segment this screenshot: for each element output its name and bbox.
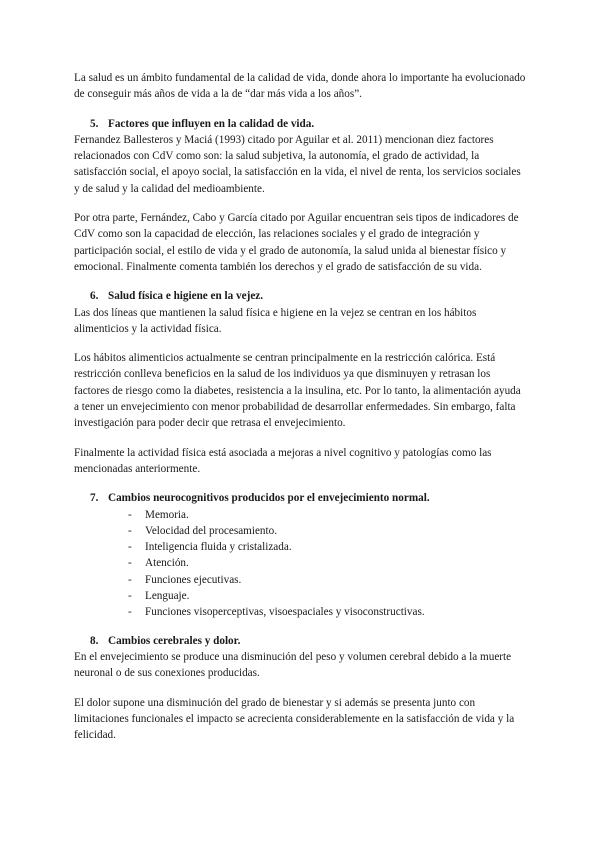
list-item (128, 507, 526, 523)
section-title: Cambios neurocognitivos producidos por el envejecimiento normal. (108, 492, 430, 505)
list-item-text: Atención. (145, 557, 189, 570)
list-marker: - (128, 557, 132, 570)
section-number: 6. (90, 290, 99, 303)
list-item (128, 588, 526, 604)
list-item-text: Inteligencia fluida y cristalizada. (145, 541, 292, 554)
section-title: Cambios cerebrales y dolor. (108, 634, 241, 647)
list-marker: - (128, 524, 132, 537)
neurocognitive-list (74, 507, 526, 621)
list-item-text: Funciones visoperceptivas, visoespaciales y visoconstructivas. (145, 606, 425, 619)
paragraph: Los hábitos alimenticios actualmente se centran principalmente en la restricción calórica. Está restricción conlleva beneficios en la salud de los individuos ya que disminuyen y retrasan los factores de riesgo como la diabetes, resistencia a la insulina, etc. Por lo tanto, la alimentación ayuda a tener un envejecimiento con menor probabilidad de desarrollar enfermedades. Sin embargo, falta investigación para poder decir que retrasa el envejecimiento. (74, 352, 521, 430)
paragraph: Finalmente la actividad física está asociada a mejoras a nivel cognitivo y patologías como las mencionadas anteriormente. (74, 446, 492, 475)
list-item-text: Funciones ejecutivas. (145, 573, 242, 586)
list-item-text: Memoria. (145, 508, 189, 521)
list-item-text: Lenguaje. (145, 590, 190, 603)
paragraph: Por otra parte, Fernández, Cabo y García citado por Aguilar encuentran seis tipos de indicadores de CdV como son la capacidad de elección, las relaciones sociales y el grado de integración y participación social, el estilo de vida y el grado de autonomía, la salud unida al bienestar físico y emocional. Finalmente comenta también los derechos y el grado de satisfacción de su vida. (74, 212, 519, 273)
section-title: Salud física e higiene en la vejez. (108, 290, 264, 303)
list-item (128, 523, 526, 539)
list-marker: - (128, 508, 132, 521)
list-item (128, 604, 526, 620)
paragraph: Fernandez Ballesteros y Maciá (1993) citado por Aguilar et al. 2011) mencionan diez factores relacionados con CdV como son: la salud subjetiva, la autonomía, el grado de actividad, la satisfacción social, el apoyo social, la satisfacción en la vida, el nivel de renta, los servicios sociales y de salud y la calidad del medioambiente. (74, 133, 521, 195)
paragraph: Las dos líneas que mantienen la salud física e higiene en la vejez se centran en los hábitos alimenticios y la actividad física. (74, 306, 477, 335)
list-item-text: Velocidad del procesamiento. (145, 524, 278, 537)
section-number: 5. (90, 117, 99, 130)
section-heading-factores (74, 116, 526, 132)
list-marker: - (128, 606, 132, 619)
section-title: Factores que influyen en la calidad de vida. (108, 117, 315, 130)
list-item (128, 555, 526, 571)
list-item (128, 572, 526, 588)
section-heading-salud-fisica (74, 288, 526, 304)
list-marker: - (128, 541, 132, 554)
list-marker: - (128, 590, 132, 603)
list-marker: - (128, 573, 132, 586)
section-heading-cambios-cerebrales (74, 633, 526, 649)
document-body (74, 70, 526, 756)
paragraph: El dolor supone una disminución del grado de bienestar y si además se presenta junto con limitaciones funcionales el impacto se acrecienta considerablemente en la satisfacción de vida y la felicidad. (74, 696, 515, 742)
section-number: 8. (90, 634, 99, 647)
intro-paragraph: La salud es un ámbito fundamental de la calidad de vida, donde ahora lo importante ha evolucionado de conseguir más años de vida a la de “dar más vida a los años”. (74, 72, 526, 101)
list-item (128, 539, 526, 555)
section-heading-cambios-neurocognitivos (74, 490, 526, 506)
section-number: 7. (90, 492, 99, 505)
paragraph: En el envejecimiento se produce una disminución del peso y volumen cerebral debido a la muerte neuronal o de sus conexiones producidas. (74, 650, 512, 680)
